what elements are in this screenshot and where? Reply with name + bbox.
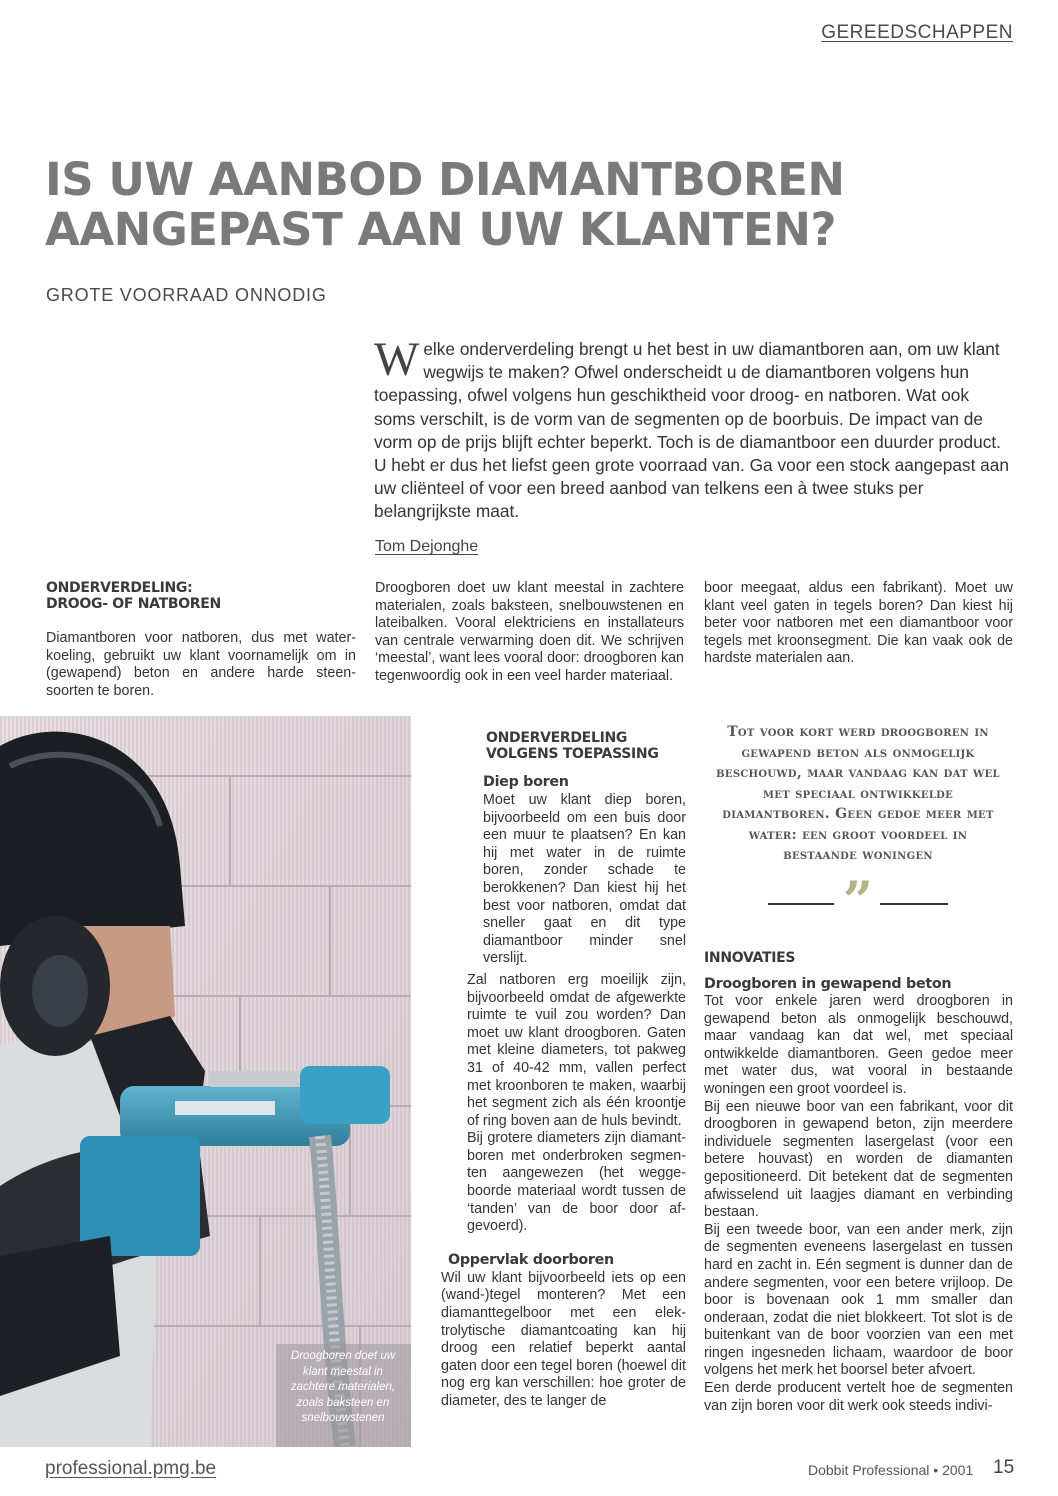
col3-paragraph-1: Tot voor enkele jaren werd droogboren in gewapend beton als onmogelijk beschouwd, maar vandaag kan dat wel, met speciaal ontwikkelde diamantboren. Geen gedoe meer met water dus, wat vooral in bestaande woningen een groot voordeel is. — [704, 993, 1013, 1097]
col3-paragraph-2: Bij een nieuwe boor van een fabrikant, voor dit droogboren in gewapend beton, zijn meerdere individuele segmenten lasergelast (voor een betere houvast) en worden de diamanten gepositioneerd. Dit betekent dat de segmenten afwisselend uit laagjes diamant en verbinding bestaan. — [704, 1098, 1013, 1221]
article-subtitle: GROTE VOORRAAD ONNODIG — [46, 285, 327, 305]
author-byline: Tom Dejonghe — [375, 538, 479, 555]
column-2-top-paragraph: Droogboren doet uw klant meestal in zachtere materialen, zoals baksteen, snelbouwstenen en lateibalken. Vooral elektriciens en installateurs van centrale verwarming doen dit. We schrijven ‘meestal’, want lees vooral door: droogboren kan tegenwoordig ook in een veel harder materiaal. — [375, 580, 684, 684]
col2-paragraph-3: Bij grotere diameters zijn diamantboren met onderbroken segmenten aangewezen (het weggeboorde materiaal wordt tussen de ‘tanden’ van de boor door afgevoerd). — [467, 1130, 686, 1235]
footer-publication: Dobbit Professional • 2001 — [808, 1462, 974, 1478]
article-title — [45, 155, 945, 255]
page-number: 15 — [993, 1457, 1015, 1478]
quote-mark-decoration — [768, 871, 948, 932]
section-heading-innovaties: INNOVATIES — [704, 950, 796, 966]
section-heading-droog-natboren: ONDERVERDELING: DROOG- OF NATBOREN — [46, 580, 221, 612]
article-title-line1: IS UW AANBOD DIAMANTBOREN — [45, 153, 845, 206]
closing-quote-glyph: ” — [843, 871, 873, 932]
photo-illustration — [0, 716, 411, 1447]
photo-caption: Droogboren doet uw klant meestal in zachtere materialen, zoals baksteen en snelbouwstenen — [290, 1350, 396, 1424]
oppervlak-block — [441, 1251, 686, 1411]
column-2-lower — [440, 730, 686, 1411]
natboren-block — [467, 972, 686, 1236]
photo-drilling — [0, 716, 411, 1447]
pull-quote: Tot voor kort werd droogboren in gewapend beton als onmogelijk beschouwd, maar vandaag kan dat wel met speciaal ontwikkelde diamantboren. Geen gedoe meer met water: een groot voordeel in bestaande woningen — [716, 724, 1000, 863]
col3-paragraph-3: Bij een tweede boor, van een ander merk, zijn de segmenten eveneens lasergelast en tussen hard en zacht in. Eén segment is dunner dan de andere segmenten, voor een betere vrijloop. De boor is bovenaan ook 1 mm smaller dan onderaan, zodat die niet blokkeert. Tot slot is de buitenkant van de boor voorzien van een met ringen ingesneden lichaam, waardoor de boor volgens het merk het boorsel beter afvoert. — [704, 1221, 1013, 1379]
intro-text: elke onderverdeling brengt u het best in uw diamantboren aan, om uw klant wegwijs te maken? Ofwel onderscheidt u de diamantboren volgens hun toepassing, ofwel volgens hun geschiktheid voor droog- en natboren. Wat ook soms verschilt, is de vorm van de segmenten op de boorbuis. De impact van de vorm op de prijs blijft echter beperkt. Toch is de diamantboor een duurder product. U hebt er dus het liefst geen grote voorraad van. Ga voor een stock aangepast aan uw cliënteel of voor een breed aanbod van telkens een à twee stuks per belangrijkste maat. — [374, 339, 1010, 522]
column-3-top-paragraph: boor meegaat, aldus een fabrikant). Moet uw klant veel gaten in tegels boren? Dan kiest hij beter voor natboren met een diamantboor voor tegels met kroonsegment. Die kan vaak ook de hardste materialen aan. — [704, 580, 1013, 667]
diep-boren-block — [483, 774, 686, 968]
subheading-oppervlak-doorboren: Oppervlak doorboren — [448, 1251, 614, 1268]
col1-paragraph: Diamantboren voor natboren, dus met waterkoeling, gebruikt uw klant voornamelijk om in (gewapend) beton en andere harde steensoorten te boren. — [46, 630, 356, 699]
section-heading-toepassing: ONDERVERDELING VOLGENS TOEPASSING — [486, 730, 659, 762]
article-title-line2: AANGEPAST AAN UW KLANTEN? — [45, 203, 836, 256]
footer-url-link[interactable]: professional.pmg.be — [45, 1458, 217, 1479]
col2-paragraph-4: Wil uw klant bijvoorbeeld iets op een (wand-)tegel monteren? Met een diamanttegelboor met een elektrolytische diamantcoating kan hij droog een relatief beperkt aantal gaten door een tegel boren (hoewel dit nog erg kan verschillen: hoe groter de diameter, des te langer de — [441, 1269, 686, 1409]
drop-cap: W — [374, 333, 420, 386]
column-3-lower — [704, 950, 1013, 1415]
col3-paragraph-4: Een derde producent vertelt hoe de segmenten van zijn boren voor dit werk ook steeds indivi- — [704, 1380, 1013, 1414]
col2-paragraph-1: Moet uw klant diep boren, bijvoorbeeld om een buis door een muur te plaatsen? En kan hij met water in de ruimte boren, zonder schade te berokkenen? Dan kiest hij het best voor natboren, omdat dat sneller gaat en dit type diamantboor minder snel verslijt. — [483, 792, 686, 967]
subheading-diep-boren: Diep boren — [483, 774, 569, 790]
column-1-top — [46, 580, 356, 700]
section-tag: GEREEDSCHAPPEN — [821, 22, 1013, 43]
col2-paragraph-2: Zal natboren erg moeilijk zijn, bijvoorbeeld omdat de afgewerkte ruimte te vuil zou worden? Dan moet uw klant droogboren. Gaten met kleine diameters, tot pakweg 31 of 40-42 mm, vallen perfect met kroonboren te maken, waarbij het segment zich als één kroontje of ring boven aan de huls bevindt. — [467, 971, 686, 1129]
subheading-droogboren-beton: Droogboren in gewapend beton — [704, 976, 952, 992]
intro-paragraph — [374, 333, 1014, 524]
